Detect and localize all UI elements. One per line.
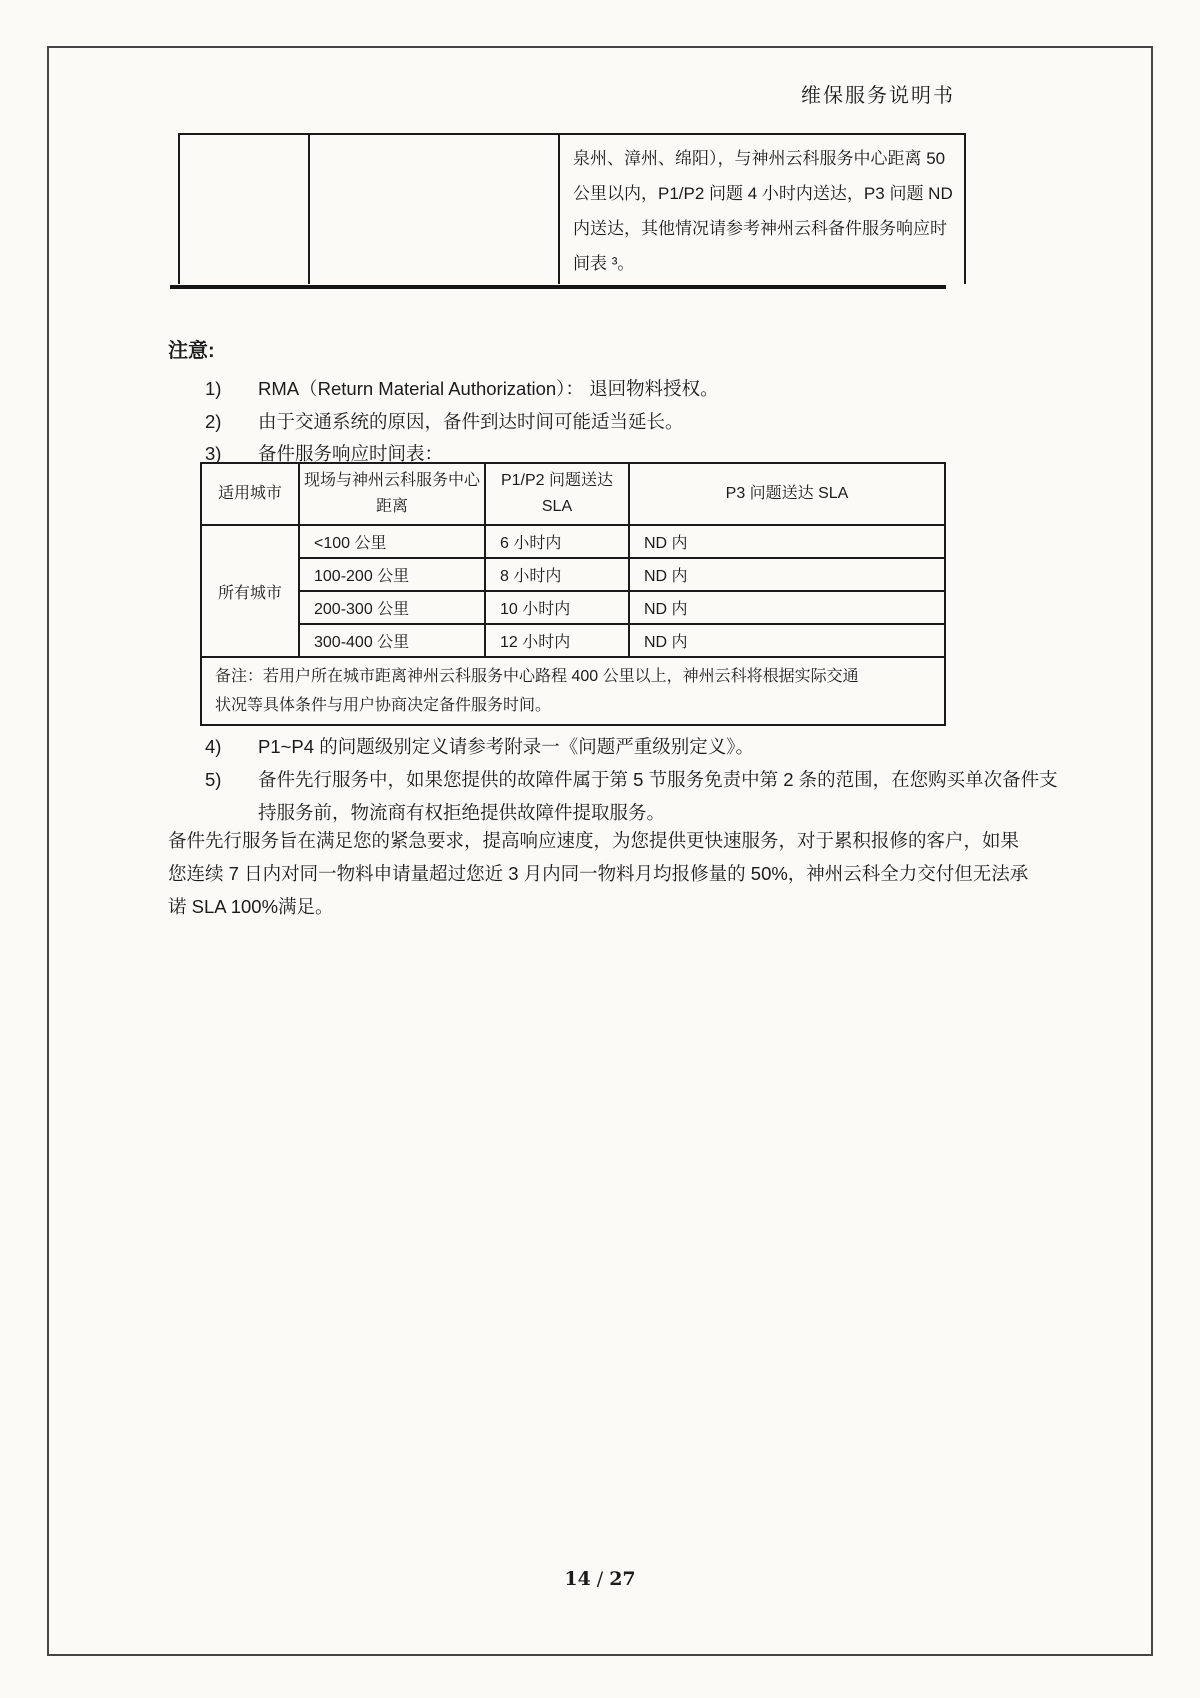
sla-distance-cell: <100 公里 bbox=[299, 525, 485, 558]
list-number: 1) bbox=[205, 378, 222, 399]
page-footer bbox=[0, 1568, 1200, 1590]
sla-row-1 bbox=[201, 525, 945, 558]
list-text: 由于交通系统的原因，备件到达时间可能适当延长。 bbox=[258, 411, 684, 432]
sla-p3-cell: ND 内 bbox=[629, 624, 945, 657]
sla-p1p2-cell: 8 小时内 bbox=[485, 558, 629, 591]
list-number: 3) bbox=[205, 443, 222, 464]
sla-header-distance-line1: 现场与神州云科服务中心 bbox=[304, 472, 481, 489]
section-divider-rule bbox=[170, 285, 946, 289]
sla-header-p1p2-line1: P1/P2 问题送达 bbox=[500, 472, 614, 489]
note-item-5 bbox=[205, 763, 1058, 829]
sla-city-group-cell: 所有城市 bbox=[201, 525, 299, 657]
sla-header-row bbox=[201, 463, 945, 525]
sla-row-2 bbox=[201, 558, 945, 591]
list-text-line: 持服务前，物流商有权拒绝提供故障件提取服务。 bbox=[258, 802, 666, 823]
note-item-1 bbox=[205, 372, 1045, 405]
continuation-cell-empty-2 bbox=[309, 134, 559, 284]
continuation-text-line: 泉州、漳州、绵阳），与神州云科服务中心距离 50 bbox=[573, 149, 946, 168]
list-text: P1~P4 的问题级别定义请参考附录一《问题严重级别定义》。 bbox=[258, 736, 754, 757]
sla-response-time-table bbox=[200, 462, 946, 726]
sla-distance-cell: 300-400 公里 bbox=[299, 624, 485, 657]
sla-p3-cell: ND 内 bbox=[629, 525, 945, 558]
closing-line: 诺 SLA 100%满足。 bbox=[168, 896, 334, 917]
header-title: 维保服务说明书 bbox=[801, 83, 955, 107]
sla-p3-cell: ND 内 bbox=[629, 558, 945, 591]
note-item-4 bbox=[205, 730, 1045, 763]
list-number: 4) bbox=[205, 736, 222, 757]
continuation-text-line: 内送达，其他情况请参考神州云科备件服务响应时 bbox=[573, 219, 947, 238]
sla-note-line: 状况等具体条件与用户协商决定备件服务时间。 bbox=[215, 697, 552, 714]
continuation-text-line: 公里以内，P1/P2 问题 4 小时内送达，P3 问题 ND bbox=[573, 184, 953, 203]
sla-header-p1p2-line2: SLA bbox=[541, 498, 573, 515]
sla-p1p2-cell: 12 小时内 bbox=[485, 624, 629, 657]
sla-p3-cell: ND 内 bbox=[629, 591, 945, 624]
sla-p1p2-cell: 10 小时内 bbox=[485, 591, 629, 624]
closing-line: 您连续 7 日内对同一物料申请量超过您近 3 月内同一物料月均报修量的 50%，神州云科全力交付但无法承 bbox=[168, 863, 1029, 884]
continuation-cell-text bbox=[559, 134, 965, 284]
sla-header-distance-line2: 距离 bbox=[375, 498, 408, 515]
sla-note-line: 备注：若用户所在城市距离神州云科服务中心路程 400 公里以上，神州云科将根据实际交通 bbox=[215, 668, 859, 685]
sla-distance-cell: 100-200 公里 bbox=[299, 558, 485, 591]
note-item-2 bbox=[205, 405, 1045, 438]
sla-header-distance bbox=[299, 463, 485, 525]
continuation-table bbox=[178, 133, 966, 284]
sla-distance-cell: 200-300 公里 bbox=[299, 591, 485, 624]
sla-header-p3-label: P3 问题送达 SLA bbox=[725, 485, 849, 502]
sla-note-cell bbox=[201, 657, 945, 725]
sla-row-4 bbox=[201, 624, 945, 657]
continuation-text-line: 间表 ³。 bbox=[573, 254, 635, 273]
sla-row-3 bbox=[201, 591, 945, 624]
list-text: RMA（Return Material Authorization）： 退回物料授权。 bbox=[258, 378, 719, 399]
list-number: 2) bbox=[205, 411, 222, 432]
sla-header-city-label: 适用城市 bbox=[217, 485, 282, 502]
continuation-cell-empty-1 bbox=[179, 134, 309, 284]
page-number-total: 27 bbox=[609, 1568, 636, 1590]
sla-header-p1p2 bbox=[485, 463, 629, 525]
list-text bbox=[258, 763, 1058, 829]
closing-paragraph bbox=[168, 824, 1048, 923]
sla-p1p2-cell: 6 小时内 bbox=[485, 525, 629, 558]
continuation-table-row bbox=[179, 134, 965, 284]
notes-heading: 注意: bbox=[168, 340, 215, 362]
page-number-current: 14 bbox=[564, 1568, 591, 1590]
sla-header-p3 bbox=[629, 463, 945, 525]
list-number: 5) bbox=[205, 769, 222, 790]
closing-line: 备件先行服务旨在满足您的紧急要求，提高响应速度，为您提供更快速服务，对于累积报修的客户，如果 bbox=[168, 830, 1020, 851]
page-number-separator: / bbox=[596, 1568, 604, 1590]
sla-note-row bbox=[201, 657, 945, 725]
list-text: 备件服务响应时间表： bbox=[258, 443, 444, 464]
sla-header-city bbox=[201, 463, 299, 525]
list-text-line: 备件先行服务中，如果您提供的故障件属于第 5 节服务免责中第 2 条的范围，在您购买单次备件支 bbox=[258, 769, 1058, 790]
